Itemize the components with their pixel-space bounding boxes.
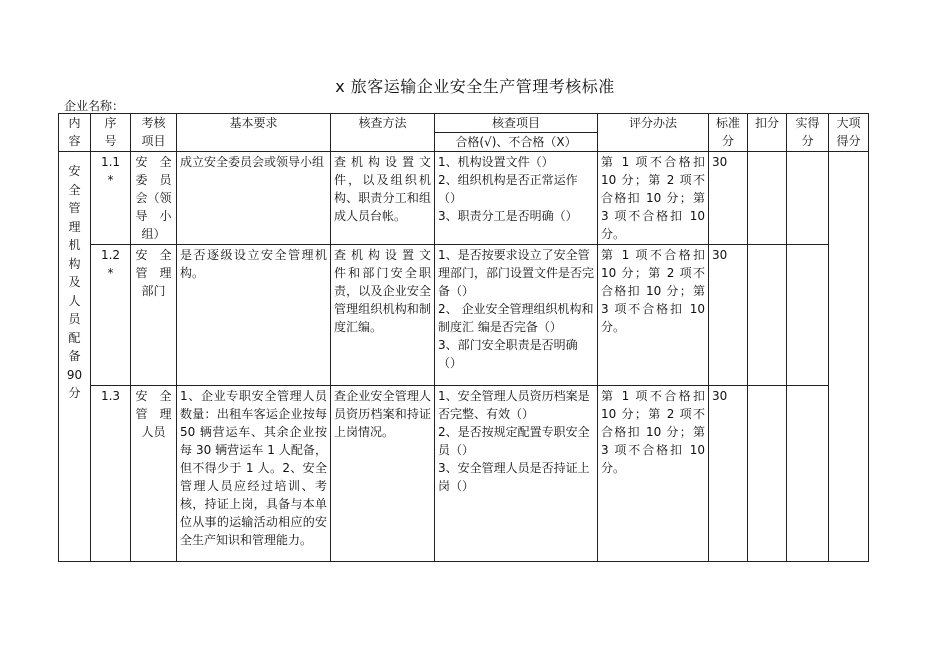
row-method: 查 机 构 设 置 文件，以及组织机构、职责分工和组成人员台帐。 [331,152,435,245]
row-standard: 30 [709,152,748,245]
table-row [59,245,869,386]
major-score-cell[interactable] [829,152,869,562]
row-requirement: 是否逐级设立安全管理机构。 [177,245,331,386]
assessment-table [58,113,869,562]
header-item: 考核 项目 [131,114,177,152]
row-method: 查 机 构 设 置 文件和部门安全职责，以及企业安全管理组织机构和制度汇编。 [331,245,435,386]
table-row [59,152,869,245]
row-item: 安 全 委 员 会（领 导 小 组） [131,152,177,245]
row-scoring: 第 1 项不合格扣 10 分；第 2 项不合格扣 10 分；第 3 项不合格扣 10 分。 [598,245,709,386]
row-item: 安 全 管 理 部门 [131,245,177,386]
header-check-sub: 合格(√)、不合格（X） [435,133,598,152]
document-title: x 旅客运输企业安全生产管理考核标准 [335,77,615,96]
header-content: 内 容 [59,114,91,152]
row-requirement: 1、企业专职安全管理人员数量：出租车客运企业按每 50 辆营运车、其余企业按每 30 辆营运车 1 人配备，但不得少于 1 人。2、安全管理人员应经过培训、考核，持证上岗，具备与本单位从事的运输活动相应的安全生产知识和管理能力。 [177,386,331,562]
row-actual[interactable] [787,245,829,386]
header-actual: 实得 分 [787,114,829,152]
row-seq: 1.3 [91,386,131,562]
header-method: 核查方法 [331,114,435,152]
row-seq: 1.1 * [91,152,131,245]
category-cell: 安 全 管 理 机 构 及 人 员 配 备 90 分 [59,152,91,562]
row-deduct[interactable] [748,245,787,386]
header-scoring: 评分办法 [598,114,709,152]
company-name-label: 企业名称： [64,99,125,113]
row-check: 1、是否按要求设立了安全管理部门，部门设置文件是否完备（） 2、 企业安全管理组织机构和 制度汇 编是否完备（） 3、部门安全职责是否明确（） [435,245,598,386]
row-scoring: 第 1 项不合格扣 10 分；第 2 项不合格扣 10 分；第 3 项不合格扣 10 分。 [598,386,709,562]
row-check: 1、安全管理人员资历档案是否完整、有效（） 2、是否按规定配置专职安全员（） 3、安全管理人员是否持证上岗（） [435,386,598,562]
row-actual[interactable] [787,386,829,562]
row-deduct[interactable] [748,386,787,562]
row-seq: 1.2 * [91,245,131,386]
header-requirements: 基本要求 [177,114,331,152]
row-standard: 30 [709,245,748,386]
header-deduct: 扣分 [748,114,787,152]
row-actual[interactable] [787,152,829,245]
table-row [59,386,869,562]
row-requirement: 成立安全委员会或领导小组 [177,152,331,245]
row-deduct[interactable] [748,152,787,245]
header-major: 大项 得分 [829,114,869,152]
header-standard: 标准 分 [709,114,748,152]
row-scoring: 第 1 项不合格扣 10 分；第 2 项不合格扣 10 分；第 3 项不合格扣 10 分。 [598,152,709,245]
row-method: 查企业安全管理人员资历档案和持证上岗情况。 [331,386,435,562]
header-check: 核查项目 [435,114,598,133]
header-seq: 序 号 [91,114,131,152]
row-standard: 30 [709,386,748,562]
row-item: 安 全 管 理 人员 [131,386,177,562]
row-check: 1、机构设置文件（） 2、组织机构是否正常运作（） 3、职责分工是否明确（） [435,152,598,245]
